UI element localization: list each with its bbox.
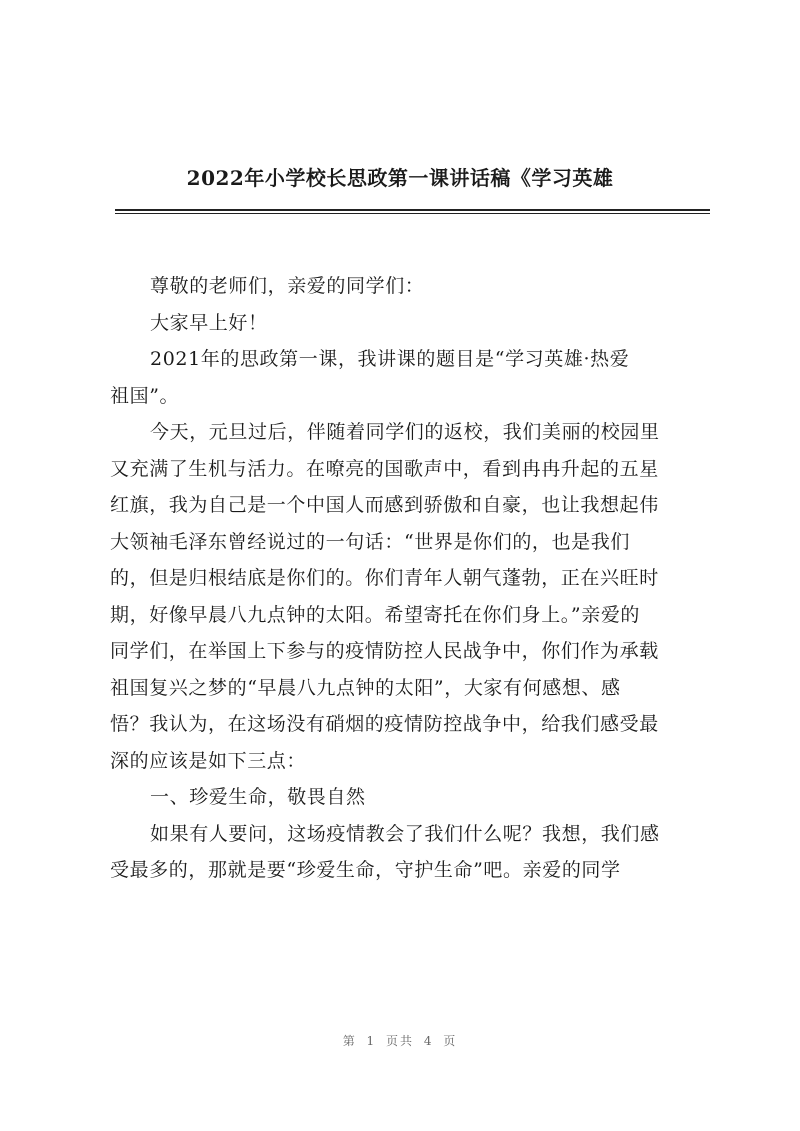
body-line: 大领袖毛泽东曾经说过的一句话：“世界是你们的，也是我们 (110, 530, 630, 553)
title-rule-thick (115, 209, 710, 211)
body-line: 祖国”。 (110, 384, 180, 407)
body-line: 红旗，我为自己是一个中国人而感到骄傲和自豪，也让我想起伟 (110, 494, 659, 516)
body-line: 期，好像早晨八九点钟的太阳。希望寄托在你们身上。”亲爱的 (110, 603, 641, 626)
title-rule-thin (115, 213, 710, 214)
document-title: 2022年小学校长思政第一课讲话稿《学习英雄 (186, 166, 614, 190)
body-line: 大家早上好！ (150, 311, 268, 334)
body-line: 的，但是归根结底是你们的。你们青年人朝气蓬勃，正在兴旺时 (110, 567, 659, 589)
page-footer: 第 1 页共 4 页 (342, 1034, 458, 1048)
body-line: 尊敬的老师们，亲爱的同学们： (150, 275, 425, 297)
body-line: 祖国复兴之梦的“早晨八九点钟的太阳”，大家有何感想、感 (110, 676, 621, 699)
section-heading: 一、珍爱生命，敬畏自然 (150, 786, 366, 808)
body-line: 悟？我认为，在这场没有硝烟的疫情防控战争中，给我们感受最 (110, 713, 659, 735)
body-line: 今天，元旦过后，伴随着同学们的返校，我们美丽的校园里 (150, 421, 660, 443)
body-line: 如果有人要问，这场疫情教会了我们什么呢？我想，我们感 (150, 822, 660, 845)
body-line: 同学们，在举国上下参与的疫情防控人民战争中，你们作为承载 (110, 640, 659, 662)
body-line: 深的应该是如下三点： (110, 749, 307, 772)
body-line: 2021年的思政第一课，我讲课的题目是“学习英雄·热爱 (150, 348, 630, 370)
body-line: 受最多的，那就是要“珍爱生命，守护生命”吧。亲爱的同学 (110, 859, 621, 881)
body-line: 又充满了生机与活力。在嘹亮的国歌声中，看到冉冉升起的五星 (110, 457, 659, 480)
document-body (110, 268, 710, 889)
